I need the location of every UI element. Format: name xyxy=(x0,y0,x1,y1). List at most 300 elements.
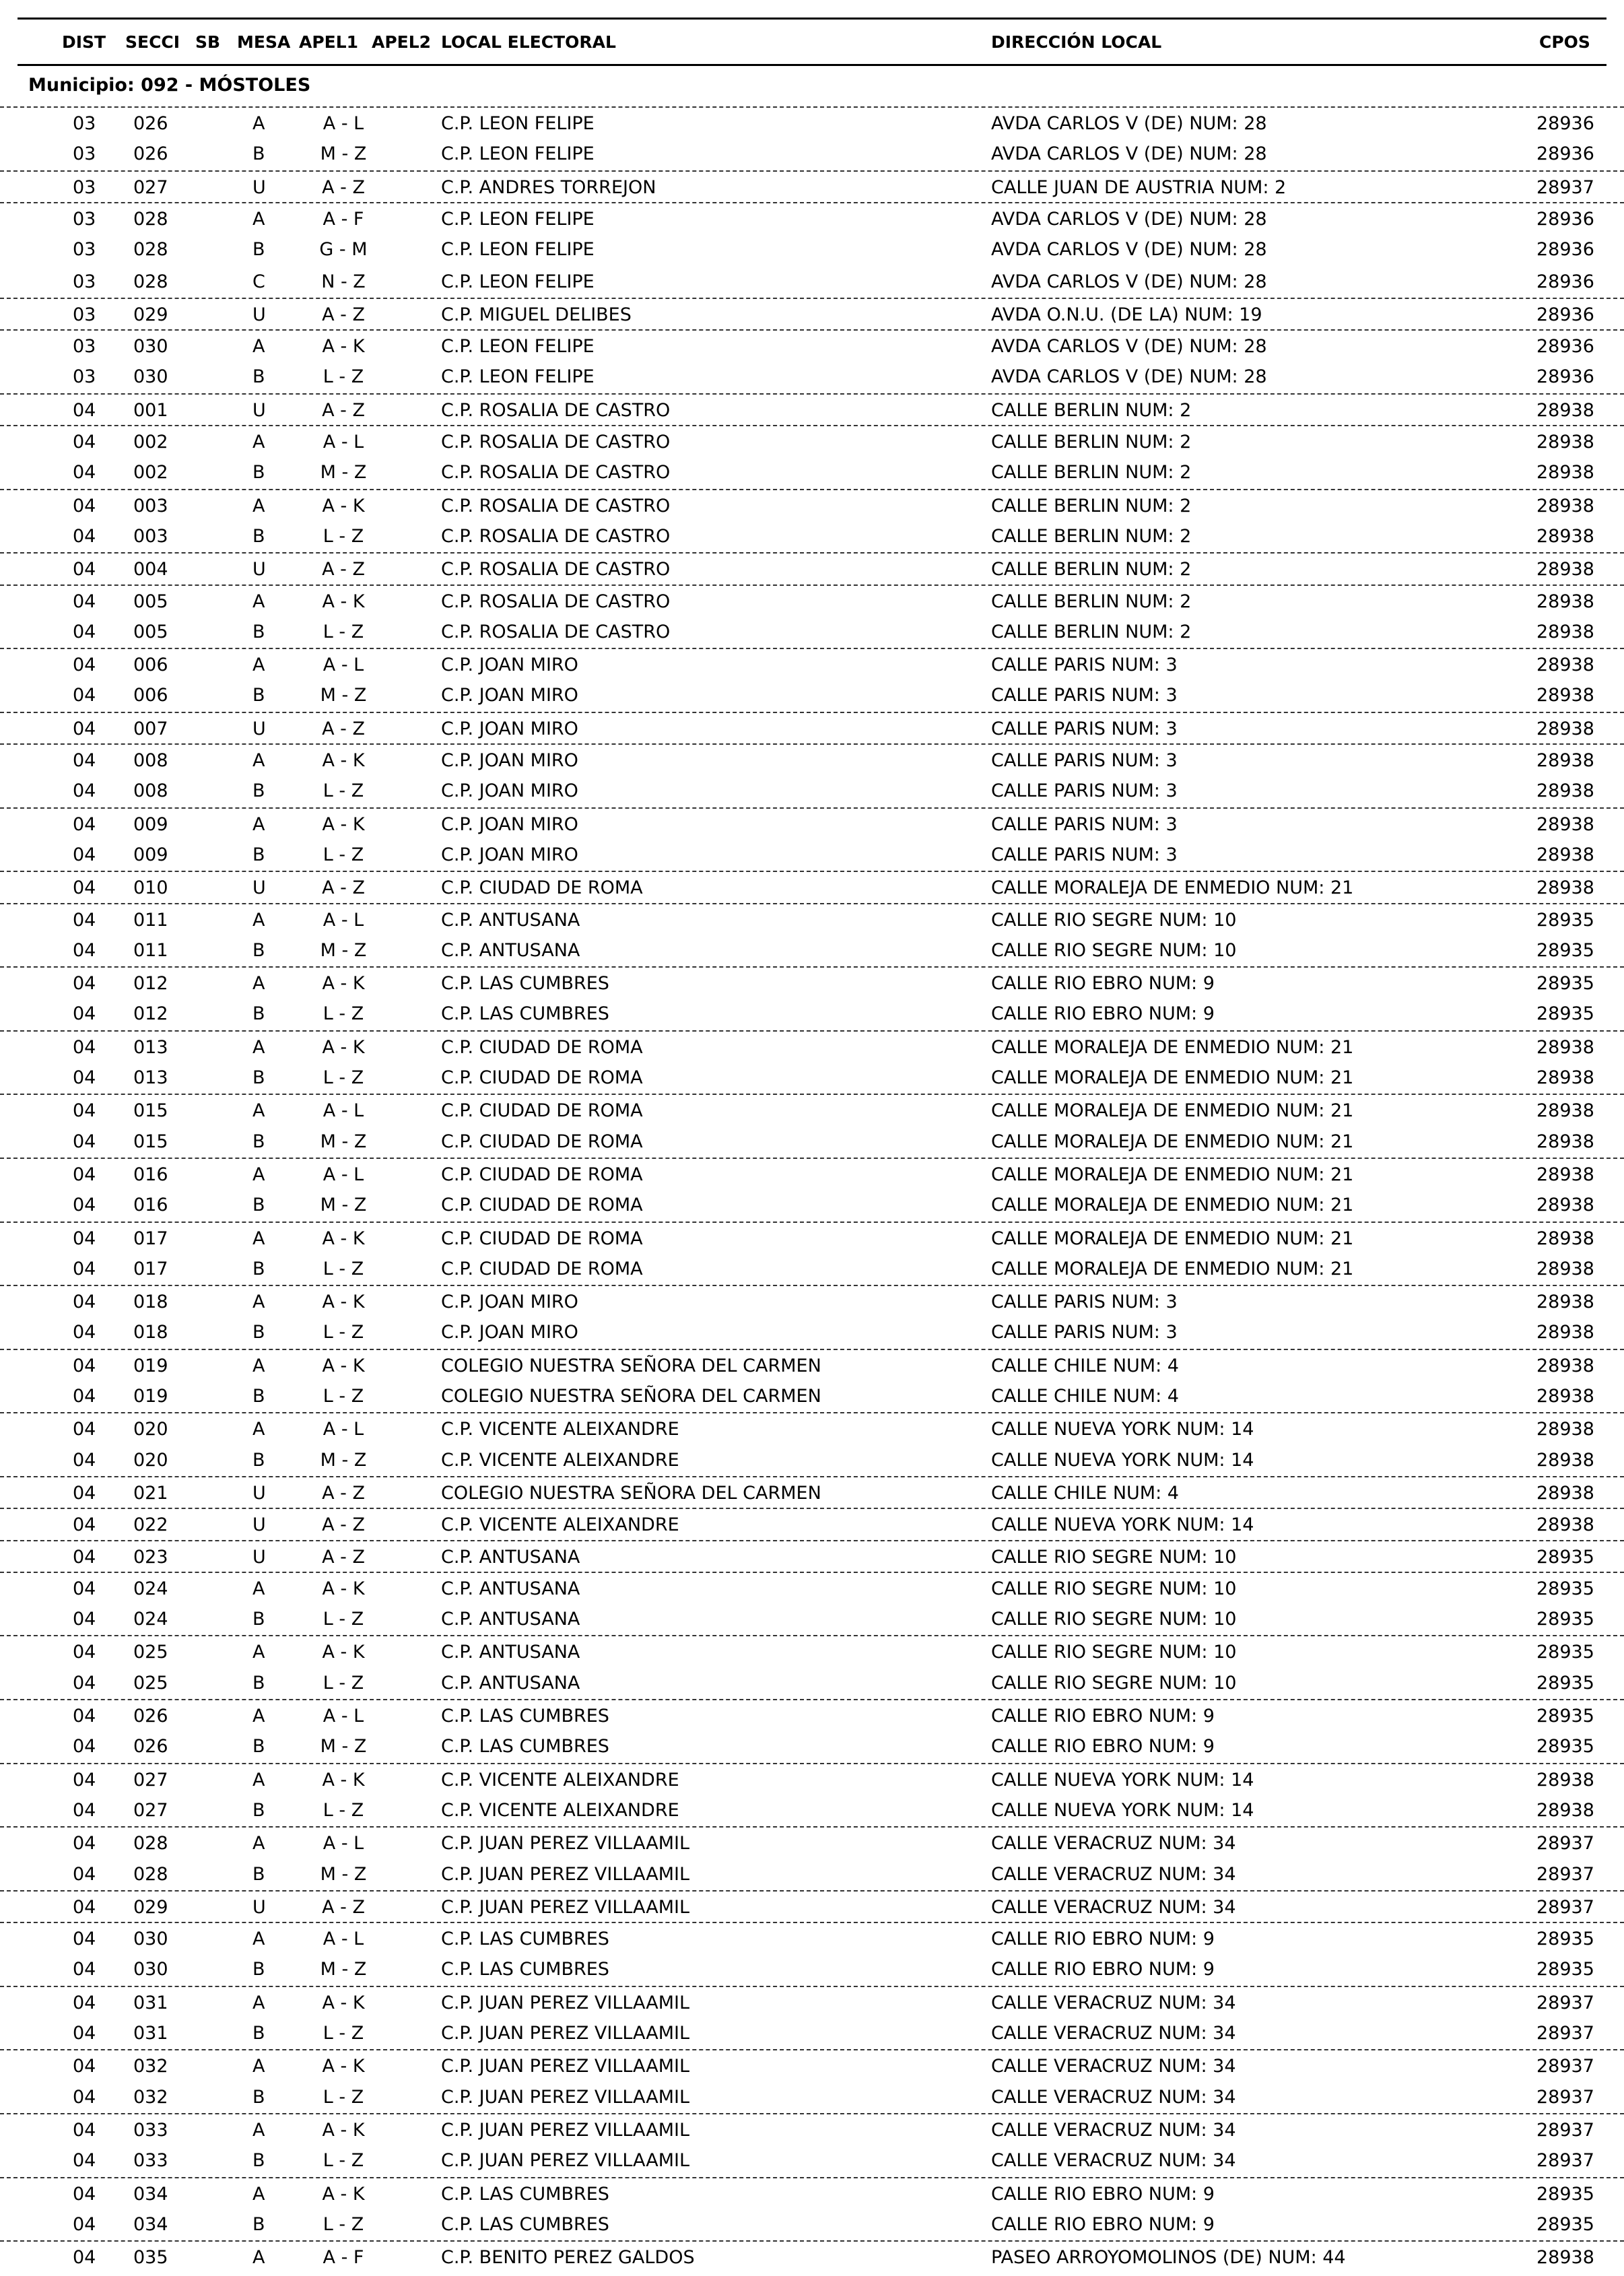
cpos-cell: 28938 xyxy=(1536,1164,1594,1185)
local-electoral-cell: C.P. JOAN MIRO xyxy=(441,780,578,802)
secci-cell: 007 xyxy=(133,718,168,739)
direccion-cell: CALLE BERLIN NUM: 2 xyxy=(991,495,1192,516)
dist-cell: 04 xyxy=(73,909,96,931)
mesa-cell: A xyxy=(252,750,265,771)
local-electoral-cell: C.P. LEON FELIPE xyxy=(441,336,595,358)
local-electoral-cell: C.P. ANTUSANA xyxy=(441,1578,580,1599)
dist-cell: 04 xyxy=(73,1642,96,1663)
dist-cell: 04 xyxy=(73,973,96,995)
direccion-cell: CALLE MORALEJA DE ENMEDIO NUM: 21 xyxy=(991,1258,1354,1279)
mesa-cell: A xyxy=(252,655,265,676)
direccion-cell: CALLE BERLIN NUM: 2 xyxy=(991,525,1192,547)
dist-cell: 04 xyxy=(73,1449,96,1471)
direccion-cell: CALLE RIO EBRO NUM: 9 xyxy=(991,1959,1215,1980)
dist-cell: 04 xyxy=(73,1514,96,1536)
secci-cell: 021 xyxy=(133,1482,168,1504)
mesa-cell: U xyxy=(252,1482,266,1504)
local-electoral-cell: COLEGIO NUESTRA SEÑORA DEL CARMEN xyxy=(441,1482,821,1504)
table-row xyxy=(0,584,1624,617)
local-electoral-cell: C.P. ANTUSANA xyxy=(441,909,580,931)
local-electoral-cell: C.P. LAS CUMBRES xyxy=(441,2213,609,2235)
table-row xyxy=(0,1508,1624,1541)
apel-cell: L - Z xyxy=(323,844,364,865)
dist-cell: 03 xyxy=(73,208,96,230)
apel-cell: M - Z xyxy=(320,1736,367,1758)
local-electoral-cell: C.P. LAS CUMBRES xyxy=(441,973,609,995)
mesa-cell: B xyxy=(252,1736,265,1758)
table-row xyxy=(0,1062,1624,1094)
secci-cell: 018 xyxy=(133,1292,168,1313)
cpos-cell: 28937 xyxy=(1536,2056,1594,2077)
table-row xyxy=(0,2049,1624,2082)
table-row xyxy=(0,998,1624,1030)
local-electoral-cell: C.P. ANDRES TORREJON xyxy=(441,176,656,198)
local-electoral-cell: C.P. ANTUSANA xyxy=(441,939,580,961)
local-electoral-cell: C.P. JUAN PEREZ VILLAAMIL xyxy=(441,1992,690,2013)
cpos-cell: 28936 xyxy=(1536,336,1594,358)
apel-cell: L - Z xyxy=(323,621,364,642)
dist-cell: 04 xyxy=(73,621,96,642)
apel-cell: A - K xyxy=(322,813,365,835)
local-electoral-cell: C.P. JOAN MIRO xyxy=(441,1322,578,1343)
mesa-cell: B xyxy=(252,1322,265,1343)
secci-cell: 025 xyxy=(133,1642,168,1663)
table-row xyxy=(0,1316,1624,1348)
secci-cell: 033 xyxy=(133,2150,168,2172)
dist-cell: 04 xyxy=(73,1258,96,1279)
dist-cell: 04 xyxy=(73,844,96,865)
secci-cell: 015 xyxy=(133,1131,168,1152)
mesa-cell: U xyxy=(252,1514,266,1536)
table-row xyxy=(0,648,1624,681)
cpos-cell: 28937 xyxy=(1536,176,1594,198)
mesa-cell: B xyxy=(252,1386,265,1407)
direccion-cell: CALLE PARIS NUM: 3 xyxy=(991,1292,1178,1313)
direccion-cell: CALLE CHILE NUM: 4 xyxy=(991,1386,1179,1407)
direccion-cell: CALLE VERACRUZ NUM: 34 xyxy=(991,1863,1236,1885)
local-electoral-cell: C.P. JOAN MIRO xyxy=(441,655,578,676)
mesa-cell: A xyxy=(252,1164,265,1185)
direccion-cell: CALLE BERLIN NUM: 2 xyxy=(991,399,1192,421)
municipio-label: Municipio: xyxy=(28,75,135,96)
apel-cell: L - Z xyxy=(323,2150,364,2172)
apel-cell: A - F xyxy=(323,2247,364,2269)
cpos-cell: 28935 xyxy=(1536,1929,1594,1950)
mesa-cell: B xyxy=(252,844,265,865)
mesa-cell: A xyxy=(252,1355,265,1376)
mesa-cell: A xyxy=(252,432,265,453)
table-row xyxy=(0,1603,1624,1635)
secci-cell: 018 xyxy=(133,1322,168,1343)
secci-cell: 016 xyxy=(133,1164,168,1185)
mesa-cell: U xyxy=(252,176,266,198)
local-electoral-cell: C.P. ANTUSANA xyxy=(441,1546,580,1568)
dist-cell: 03 xyxy=(73,304,96,325)
table-row xyxy=(0,1572,1624,1605)
dist-cell: 04 xyxy=(73,1706,96,1727)
direccion-cell: AVDA CARLOS V (DE) NUM: 28 xyxy=(991,336,1267,358)
secci-cell: 003 xyxy=(133,495,168,516)
secci-cell: 028 xyxy=(133,239,168,261)
secci-cell: 029 xyxy=(133,1896,168,1918)
mesa-cell: B xyxy=(252,1609,265,1630)
direccion-cell: CALLE NUEVA YORK NUM: 14 xyxy=(991,1514,1254,1536)
secci-cell: 020 xyxy=(133,1419,168,1440)
table-row xyxy=(0,1540,1624,1573)
cpos-cell: 28935 xyxy=(1536,1609,1594,1630)
apel-cell: A - L xyxy=(323,1929,364,1950)
cpos-cell: 28935 xyxy=(1536,1959,1594,1980)
direccion-cell: CALLE PARIS NUM: 3 xyxy=(991,655,1178,676)
cpos-cell: 28935 xyxy=(1536,973,1594,995)
local-electoral-cell: C.P. VICENTE ALEIXANDRE xyxy=(441,1769,679,1790)
table-row xyxy=(0,489,1624,522)
local-electoral-cell: C.P. LEON FELIPE xyxy=(441,239,595,261)
cpos-cell: 28938 xyxy=(1536,685,1594,706)
dist-cell: 03 xyxy=(73,113,96,134)
local-electoral-cell: C.P. ROSALIA DE CASTRO xyxy=(441,462,671,483)
local-electoral-cell: C.P. ROSALIA DE CASTRO xyxy=(441,591,671,612)
apel-cell: A - Z xyxy=(322,718,365,739)
secci-cell: 011 xyxy=(133,939,168,961)
cpos-cell: 28938 xyxy=(1536,718,1594,739)
cpos-cell: 28935 xyxy=(1536,1546,1594,1568)
cpos-cell: 28938 xyxy=(1536,750,1594,771)
apel-cell: A - L xyxy=(323,1164,364,1185)
cpos-cell: 28938 xyxy=(1536,1228,1594,1249)
mesa-cell: B xyxy=(252,1959,265,1980)
local-electoral-cell: C.P. VICENTE ALEIXANDRE xyxy=(441,1514,679,1536)
cpos-cell: 28937 xyxy=(1536,2119,1594,2141)
apel-cell: M - Z xyxy=(320,1959,367,1980)
secci-cell: 027 xyxy=(133,176,168,198)
dist-cell: 03 xyxy=(73,176,96,198)
secci-cell: 006 xyxy=(133,655,168,676)
local-electoral-cell: C.P. LAS CUMBRES xyxy=(441,2183,609,2205)
local-electoral-cell: C.P. ROSALIA DE CASTRO xyxy=(441,399,671,421)
table-row xyxy=(0,361,1624,393)
cpos-cell: 28938 xyxy=(1536,525,1594,547)
dist-cell: 04 xyxy=(73,1833,96,1854)
table-row xyxy=(0,935,1624,966)
local-electoral-cell: C.P. JUAN PEREZ VILLAAMIL xyxy=(441,1863,690,1885)
secci-cell: 027 xyxy=(133,1769,168,1790)
local-electoral-cell: C.P. ROSALIA DE CASTRO xyxy=(441,621,671,642)
apel-cell: A - K xyxy=(322,2119,365,2141)
cpos-cell: 28938 xyxy=(1536,591,1594,612)
cpos-cell: 28938 xyxy=(1536,1036,1594,1058)
mesa-cell: B xyxy=(252,939,265,961)
local-electoral-cell: C.P. ROSALIA DE CASTRO xyxy=(441,432,671,453)
local-electoral-cell: C.P. CIUDAD DE ROMA xyxy=(441,1100,643,1122)
mesa-cell: A xyxy=(252,813,265,835)
apel-cell: A - K xyxy=(322,2183,365,2205)
local-electoral-cell: C.P. JOAN MIRO xyxy=(441,813,578,835)
cpos-cell: 28938 xyxy=(1536,1355,1594,1376)
table-row xyxy=(0,393,1624,426)
cpos-cell: 28938 xyxy=(1536,1386,1594,1407)
local-electoral-cell: C.P. VICENTE ALEIXANDRE xyxy=(441,1419,679,1440)
mesa-cell: A xyxy=(252,973,265,995)
secci-cell: 016 xyxy=(133,1195,168,1216)
cpos-cell: 28935 xyxy=(1536,1736,1594,1758)
apel-cell: L - Z xyxy=(323,366,364,388)
cpos-cell: 28936 xyxy=(1536,208,1594,230)
cpos-cell: 28936 xyxy=(1536,143,1594,165)
secci-cell: 028 xyxy=(133,208,168,230)
direccion-cell: CALLE NUEVA YORK NUM: 14 xyxy=(991,1769,1254,1790)
secci-cell: 024 xyxy=(133,1578,168,1599)
direccion-cell: CALLE MORALEJA DE ENMEDIO NUM: 21 xyxy=(991,1131,1354,1152)
apel-cell: A - K xyxy=(322,1578,365,1599)
local-electoral-cell: C.P. LEON FELIPE xyxy=(441,208,595,230)
mesa-cell: C xyxy=(252,271,265,292)
apel-cell: A - Z xyxy=(322,1482,365,1504)
secci-cell: 022 xyxy=(133,1514,168,1536)
secci-cell: 035 xyxy=(133,2247,168,2269)
secci-cell: 002 xyxy=(133,462,168,483)
mesa-cell: A xyxy=(252,495,265,516)
direccion-cell: CALLE RIO SEGRE NUM: 10 xyxy=(991,1546,1237,1568)
apel-cell: A - K xyxy=(322,1355,365,1376)
cpos-cell: 28935 xyxy=(1536,939,1594,961)
direccion-cell: CALLE CHILE NUM: 4 xyxy=(991,1355,1179,1376)
mesa-cell: B xyxy=(252,2213,265,2235)
secci-cell: 004 xyxy=(133,559,168,580)
direccion-cell: CALLE VERACRUZ NUM: 34 xyxy=(991,1992,1236,2013)
cpos-cell: 28935 xyxy=(1536,909,1594,931)
apel-cell: L - Z xyxy=(323,780,364,802)
mesa-cell: A xyxy=(252,909,265,931)
table-row xyxy=(0,138,1624,170)
local-electoral-cell: C.P. CIUDAD DE ROMA xyxy=(441,1195,643,1216)
mesa-cell: B xyxy=(252,1258,265,1279)
apel-cell: M - Z xyxy=(320,939,367,961)
dist-cell: 04 xyxy=(73,1100,96,1122)
direccion-cell: CALLE RIO EBRO NUM: 9 xyxy=(991,2183,1215,2205)
apel-cell: A - K xyxy=(322,1642,365,1663)
local-electoral-cell: C.P. LEON FELIPE xyxy=(441,366,595,388)
table-row xyxy=(0,2113,1624,2146)
apel-cell: N - Z xyxy=(321,271,366,292)
mesa-cell: B xyxy=(252,685,265,706)
dist-cell: 04 xyxy=(73,2183,96,2205)
direccion-cell: CALLE VERACRUZ NUM: 34 xyxy=(991,1896,1236,1918)
direccion-cell: CALLE RIO SEGRE NUM: 10 xyxy=(991,1672,1237,1694)
apel-cell: A - K xyxy=(322,1228,365,1249)
local-electoral-cell: C.P. LEON FELIPE xyxy=(441,143,595,165)
dist-cell: 03 xyxy=(73,239,96,261)
table-row xyxy=(0,425,1624,458)
mesa-cell: B xyxy=(252,462,265,483)
apel-cell: A - Z xyxy=(322,1514,365,1536)
direccion-cell: CALLE PARIS NUM: 3 xyxy=(991,844,1178,865)
table-row xyxy=(0,1635,1624,1668)
direccion-cell: CALLE RIO EBRO NUM: 9 xyxy=(991,1929,1215,1950)
local-electoral-cell: C.P. LEON FELIPE xyxy=(441,113,595,134)
dist-cell: 04 xyxy=(73,1036,96,1058)
dist-cell: 04 xyxy=(73,1164,96,1185)
secci-cell: 008 xyxy=(133,750,168,771)
secci-cell: 012 xyxy=(133,1003,168,1025)
mesa-cell: A xyxy=(252,1100,265,1122)
cpos-cell: 28937 xyxy=(1536,1992,1594,2013)
table-row xyxy=(0,1763,1624,1796)
table-row xyxy=(0,966,1624,999)
direccion-cell: AVDA CARLOS V (DE) NUM: 28 xyxy=(991,366,1267,388)
secci-cell: 017 xyxy=(133,1258,168,1279)
direccion-cell: CALLE MORALEJA DE ENMEDIO NUM: 21 xyxy=(991,1228,1354,1249)
dist-cell: 04 xyxy=(73,2150,96,2172)
cpos-cell: 28938 xyxy=(1536,1131,1594,1152)
dist-cell: 04 xyxy=(73,1672,96,1694)
apel-cell: A - L xyxy=(323,1833,364,1854)
mesa-cell: A xyxy=(252,113,265,134)
mesa-cell: A xyxy=(252,1769,265,1790)
mesa-cell: B xyxy=(252,1195,265,1216)
direccion-cell: AVDA O.N.U. (DE LA) NUM: 19 xyxy=(991,304,1262,325)
dist-cell: 04 xyxy=(73,1896,96,1918)
dist-cell: 04 xyxy=(73,559,96,580)
apel-cell: L - Z xyxy=(323,1799,364,1821)
direccion-cell: CALLE NUEVA YORK NUM: 14 xyxy=(991,1449,1254,1471)
direccion-cell: CALLE NUEVA YORK NUM: 14 xyxy=(991,1799,1254,1821)
cpos-cell: 28938 xyxy=(1536,1482,1594,1504)
local-electoral-cell: C.P. LAS CUMBRES xyxy=(441,1736,609,1758)
mesa-cell: B xyxy=(252,2150,265,2172)
direccion-cell: PASEO ARROYOMOLINOS (DE) NUM: 44 xyxy=(991,2247,1346,2269)
cpos-cell: 28938 xyxy=(1536,1258,1594,1279)
apel-cell: M - Z xyxy=(320,685,367,706)
mesa-cell: B xyxy=(252,239,265,261)
direccion-cell: CALLE MORALEJA DE ENMEDIO NUM: 21 xyxy=(991,1195,1354,1216)
direccion-cell: CALLE VERACRUZ NUM: 34 xyxy=(991,2023,1236,2044)
table-row xyxy=(0,202,1624,235)
header-apel2: APEL2 xyxy=(372,32,432,52)
direccion-cell: CALLE PARIS NUM: 3 xyxy=(991,780,1178,802)
table-row xyxy=(0,712,1624,745)
table-row xyxy=(0,1189,1624,1221)
mesa-cell: B xyxy=(252,366,265,388)
dist-cell: 04 xyxy=(73,2213,96,2235)
cpos-cell: 28938 xyxy=(1536,462,1594,483)
header-direccion-local: DIRECCIÓN LOCAL xyxy=(991,32,1162,52)
mesa-cell: A xyxy=(252,1833,265,1854)
secci-cell: 034 xyxy=(133,2213,168,2235)
cpos-cell: 28938 xyxy=(1536,1322,1594,1343)
direccion-cell: CALLE BERLIN NUM: 2 xyxy=(991,621,1192,642)
secci-cell: 031 xyxy=(133,2023,168,2044)
mesa-cell: U xyxy=(252,1546,266,1568)
local-electoral-cell: C.P. CIUDAD DE ROMA xyxy=(441,1067,643,1088)
table-row xyxy=(0,1699,1624,1732)
table-row xyxy=(0,1380,1624,1412)
apel-cell: A - Z xyxy=(322,176,365,198)
cpos-cell: 28938 xyxy=(1536,655,1594,676)
local-electoral-cell: C.P. ANTUSANA xyxy=(441,1642,580,1663)
secci-cell: 020 xyxy=(133,1449,168,1471)
table-row xyxy=(0,1285,1624,1318)
cpos-cell: 28937 xyxy=(1536,2023,1594,2044)
dist-cell: 04 xyxy=(73,462,96,483)
secci-cell: 028 xyxy=(133,1863,168,1885)
dist-cell: 04 xyxy=(73,591,96,612)
table-row xyxy=(0,1890,1624,1923)
secci-cell: 031 xyxy=(133,1992,168,2013)
apel-cell: L - Z xyxy=(323,2086,364,2108)
dist-cell: 04 xyxy=(73,399,96,421)
direccion-cell: CALLE VERACRUZ NUM: 34 xyxy=(991,1833,1236,1854)
table-row xyxy=(0,839,1624,871)
mesa-cell: B xyxy=(252,1863,265,1885)
secci-cell: 025 xyxy=(133,1672,168,1694)
header-mesa: MESA xyxy=(237,32,291,52)
table-row xyxy=(0,871,1624,904)
direccion-cell: CALLE BERLIN NUM: 2 xyxy=(991,591,1192,612)
cpos-cell: 28938 xyxy=(1536,1449,1594,1471)
cpos-cell: 28938 xyxy=(1536,495,1594,516)
dist-cell: 03 xyxy=(73,366,96,388)
local-electoral-cell: C.P. LEON FELIPE xyxy=(441,271,595,292)
dist-cell: 04 xyxy=(73,2247,96,2269)
dist-cell: 04 xyxy=(73,2056,96,2077)
direccion-cell: CALLE BERLIN NUM: 2 xyxy=(991,559,1192,580)
cpos-cell: 28935 xyxy=(1536,1003,1594,1025)
cpos-cell: 28937 xyxy=(1536,1833,1594,1854)
secci-cell: 030 xyxy=(133,336,168,358)
cpos-cell: 28935 xyxy=(1536,1642,1594,1663)
cpos-cell: 28936 xyxy=(1536,271,1594,292)
apel-cell: A - Z xyxy=(322,877,365,899)
apel-cell: A - Z xyxy=(322,399,365,421)
direccion-cell: CALLE MORALEJA DE ENMEDIO NUM: 21 xyxy=(991,1164,1354,1185)
apel-cell: A - L xyxy=(323,1706,364,1727)
dist-cell: 04 xyxy=(73,1386,96,1407)
dist-cell: 04 xyxy=(73,718,96,739)
direccion-cell: AVDA CARLOS V (DE) NUM: 28 xyxy=(991,143,1267,165)
direccion-cell: CALLE RIO SEGRE NUM: 10 xyxy=(991,1578,1237,1599)
dist-cell: 04 xyxy=(73,939,96,961)
secci-cell: 011 xyxy=(133,909,168,931)
direccion-cell: AVDA CARLOS V (DE) NUM: 28 xyxy=(991,113,1267,134)
local-electoral-cell: C.P. JUAN PEREZ VILLAAMIL xyxy=(441,2150,690,2172)
header-cpos: CPOS xyxy=(1539,32,1590,52)
table-row xyxy=(0,266,1624,298)
apel-cell: A - L xyxy=(323,1100,364,1122)
direccion-cell: CALLE MORALEJA DE ENMEDIO NUM: 21 xyxy=(991,877,1354,899)
secci-cell: 024 xyxy=(133,1609,168,1630)
mesa-cell: U xyxy=(252,559,266,580)
local-electoral-cell: C.P. LAS CUMBRES xyxy=(441,1959,609,1980)
direccion-cell: CALLE CHILE NUM: 4 xyxy=(991,1482,1179,1504)
local-electoral-cell: C.P. JUAN PEREZ VILLAAMIL xyxy=(441,2119,690,2141)
cpos-cell: 28938 xyxy=(1536,1292,1594,1313)
apel-cell: A - K xyxy=(322,336,365,358)
local-electoral-cell: C.P. CIUDAD DE ROMA xyxy=(441,877,643,899)
direccion-cell: AVDA CARLOS V (DE) NUM: 28 xyxy=(991,239,1267,261)
apel-cell: A - L xyxy=(323,113,364,134)
dist-cell: 04 xyxy=(73,495,96,516)
cpos-cell: 28938 xyxy=(1536,1769,1594,1790)
apel-cell: M - Z xyxy=(320,1195,367,1216)
apel-cell: A - L xyxy=(323,432,364,453)
cpos-cell: 28935 xyxy=(1536,1706,1594,1727)
apel-cell: L - Z xyxy=(323,1067,364,1088)
header-dist: DIST xyxy=(62,32,106,52)
table-row xyxy=(0,1953,1624,1985)
mesa-cell: A xyxy=(252,2119,265,2141)
mesa-cell: B xyxy=(252,143,265,165)
